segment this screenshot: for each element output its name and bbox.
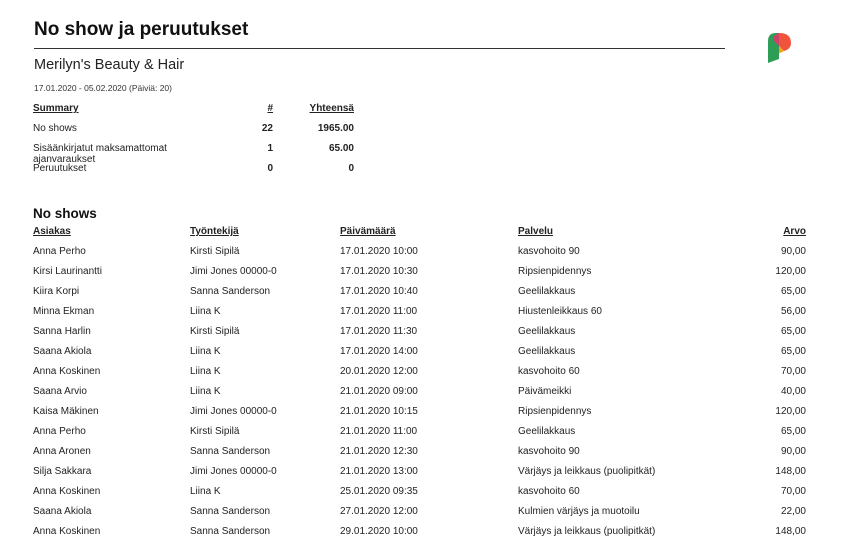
summary-row-label: No shows <box>33 123 77 134</box>
page-title: No show ja peruutukset <box>34 19 249 40</box>
column-header-customer: Asiakas <box>33 226 71 237</box>
table-cell-employee: Liina K <box>190 486 221 497</box>
table-cell-customer: Minna Ekman <box>33 306 95 317</box>
table-cell-customer: Silja Sakkara <box>33 466 92 477</box>
table-cell-service: kasvohoito 60 <box>518 366 580 377</box>
table-cell-employee: Jimi Jones 00000-0 <box>190 466 277 477</box>
column-header-date: Päivämäärä <box>340 226 396 237</box>
table-cell-date: 17.01.2020 11:00 <box>340 306 418 317</box>
table-cell-date: 17.01.2020 10:30 <box>340 266 418 277</box>
table-cell-value: 70,00 <box>780 486 806 497</box>
table-cell-service: Ripsienpidennys <box>518 266 592 277</box>
table-cell-value: 148,00 <box>775 526 806 537</box>
table-cell-value: 90,00 <box>780 246 806 257</box>
summary-header-total: Yhteensä <box>309 103 354 114</box>
table-cell-value: 90,00 <box>780 446 806 457</box>
table-cell-employee: Kirsti Sipilä <box>190 326 240 337</box>
table-cell-date: 29.01.2020 10:00 <box>340 526 418 537</box>
table-cell-date: 21.01.2020 11:00 <box>340 426 418 437</box>
column-header-service: Palvelu <box>518 226 554 237</box>
table-cell-customer: Anna Koskinen <box>33 486 101 497</box>
table-cell-service: Kulmien värjäys ja muotoilu <box>518 506 640 517</box>
table-cell-date: 17.01.2020 14:00 <box>340 346 418 357</box>
summary-row-total: 65.00 <box>328 143 354 154</box>
table-cell-customer: Kirsi Laurinantti <box>33 266 102 277</box>
summary-row-total: 1965.00 <box>317 123 354 134</box>
table-cell-date: 17.01.2020 11:30 <box>340 326 418 337</box>
table-cell-service: Värjäys ja leikkaus (puolipitkät) <box>518 526 656 537</box>
table-cell-customer: Saana Akiola <box>33 506 92 517</box>
table-cell-customer: Kiira Korpi <box>33 286 80 297</box>
column-header-value: Arvo <box>783 226 806 237</box>
table-cell-customer: Saana Akiola <box>33 346 92 357</box>
table-cell-service: kasvohoito 90 <box>518 446 580 457</box>
summary-header-count: # <box>267 103 273 114</box>
table-cell-date: 17.01.2020 10:00 <box>340 246 418 257</box>
table-cell-value: 40,00 <box>780 386 806 397</box>
table-cell-customer: Saana Arvio <box>33 386 87 397</box>
table-cell-date: 20.01.2020 12:00 <box>340 366 418 377</box>
table-cell-customer: Anna Aronen <box>33 446 91 457</box>
table-cell-customer: Anna Koskinen <box>33 366 101 377</box>
date-range: 17.01.2020 - 05.02.2020 (Päiviä: 20) <box>34 83 172 93</box>
table-cell-employee: Sanna Sanderson <box>190 286 271 297</box>
table-cell-customer: Sanna Harlin <box>33 326 91 337</box>
table-cell-employee: Liina K <box>190 346 221 357</box>
summary-row-count: 0 <box>267 163 273 174</box>
table-cell-service: Geelilakkaus <box>518 326 576 337</box>
title-divider <box>34 48 725 49</box>
table-cell-customer: Anna Koskinen <box>33 526 101 537</box>
table-cell-customer: Kaisa Mäkinen <box>33 406 99 417</box>
summary-row-count: 1 <box>267 143 273 154</box>
summary-row-label: Sisäänkirjatut maksamattomat ajanvaraukset <box>33 143 167 165</box>
table-cell-service: Päivämeikki <box>518 386 572 397</box>
table-cell-date: 21.01.2020 12:30 <box>340 446 418 457</box>
table-cell-service: Geelilakkaus <box>518 426 576 437</box>
summary-row-label: Peruutukset <box>33 163 87 174</box>
table-cell-value: 148,00 <box>775 466 806 477</box>
no-shows-title: No shows <box>33 206 97 221</box>
table-cell-service: kasvohoito 90 <box>518 246 580 257</box>
table-cell-customer: Anna Perho <box>33 426 86 437</box>
table-cell-value: 65,00 <box>780 426 806 437</box>
table-cell-value: 56,00 <box>780 306 806 317</box>
table-cell-service: Värjäys ja leikkaus (puolipitkät) <box>518 466 656 477</box>
table-cell-service: kasvohoito 60 <box>518 486 580 497</box>
table-cell-date: 27.01.2020 12:00 <box>340 506 418 517</box>
table-cell-employee: Liina K <box>190 386 221 397</box>
table-cell-date: 25.01.2020 09:35 <box>340 486 418 497</box>
business-name: Merilyn's Beauty & Hair <box>34 57 185 73</box>
table-cell-date: 17.01.2020 10:40 <box>340 286 418 297</box>
table-cell-employee: Sanna Sanderson <box>190 526 271 537</box>
table-cell-value: 70,00 <box>780 366 806 377</box>
table-cell-employee: Jimi Jones 00000-0 <box>190 406 277 417</box>
table-cell-customer: Anna Perho <box>33 246 86 257</box>
table-cell-employee: Liina K <box>190 306 221 317</box>
table-cell-value: 65,00 <box>780 346 806 357</box>
table-cell-date: 21.01.2020 09:00 <box>340 386 418 397</box>
table-cell-service: Ripsienpidennys <box>518 406 592 417</box>
table-cell-value: 65,00 <box>780 326 806 337</box>
table-cell-employee: Kirsti Sipilä <box>190 426 240 437</box>
table-cell-value: 120,00 <box>775 266 806 277</box>
table-cell-value: 120,00 <box>775 406 806 417</box>
table-cell-date: 21.01.2020 10:15 <box>340 406 418 417</box>
table-cell-service: Geelilakkaus <box>518 346 576 357</box>
table-cell-employee: Jimi Jones 00000-0 <box>190 266 277 277</box>
table-cell-value: 65,00 <box>780 286 806 297</box>
summary-row-total: 0 <box>348 163 354 174</box>
summary-header-label: Summary <box>33 103 79 114</box>
table-cell-employee: Kirsti Sipilä <box>190 246 240 257</box>
table-cell-employee: Sanna Sanderson <box>190 506 271 517</box>
table-cell-service: Hiustenleikkaus 60 <box>518 306 602 317</box>
table-cell-service: Geelilakkaus <box>518 286 576 297</box>
column-header-employee: Työntekijä <box>190 226 239 237</box>
table-cell-value: 22,00 <box>780 506 806 517</box>
table-cell-employee: Liina K <box>190 366 221 377</box>
brand-logo-icon <box>764 29 794 65</box>
summary-row-count: 22 <box>261 123 273 134</box>
table-cell-date: 21.01.2020 13:00 <box>340 466 418 477</box>
table-cell-employee: Sanna Sanderson <box>190 446 271 457</box>
